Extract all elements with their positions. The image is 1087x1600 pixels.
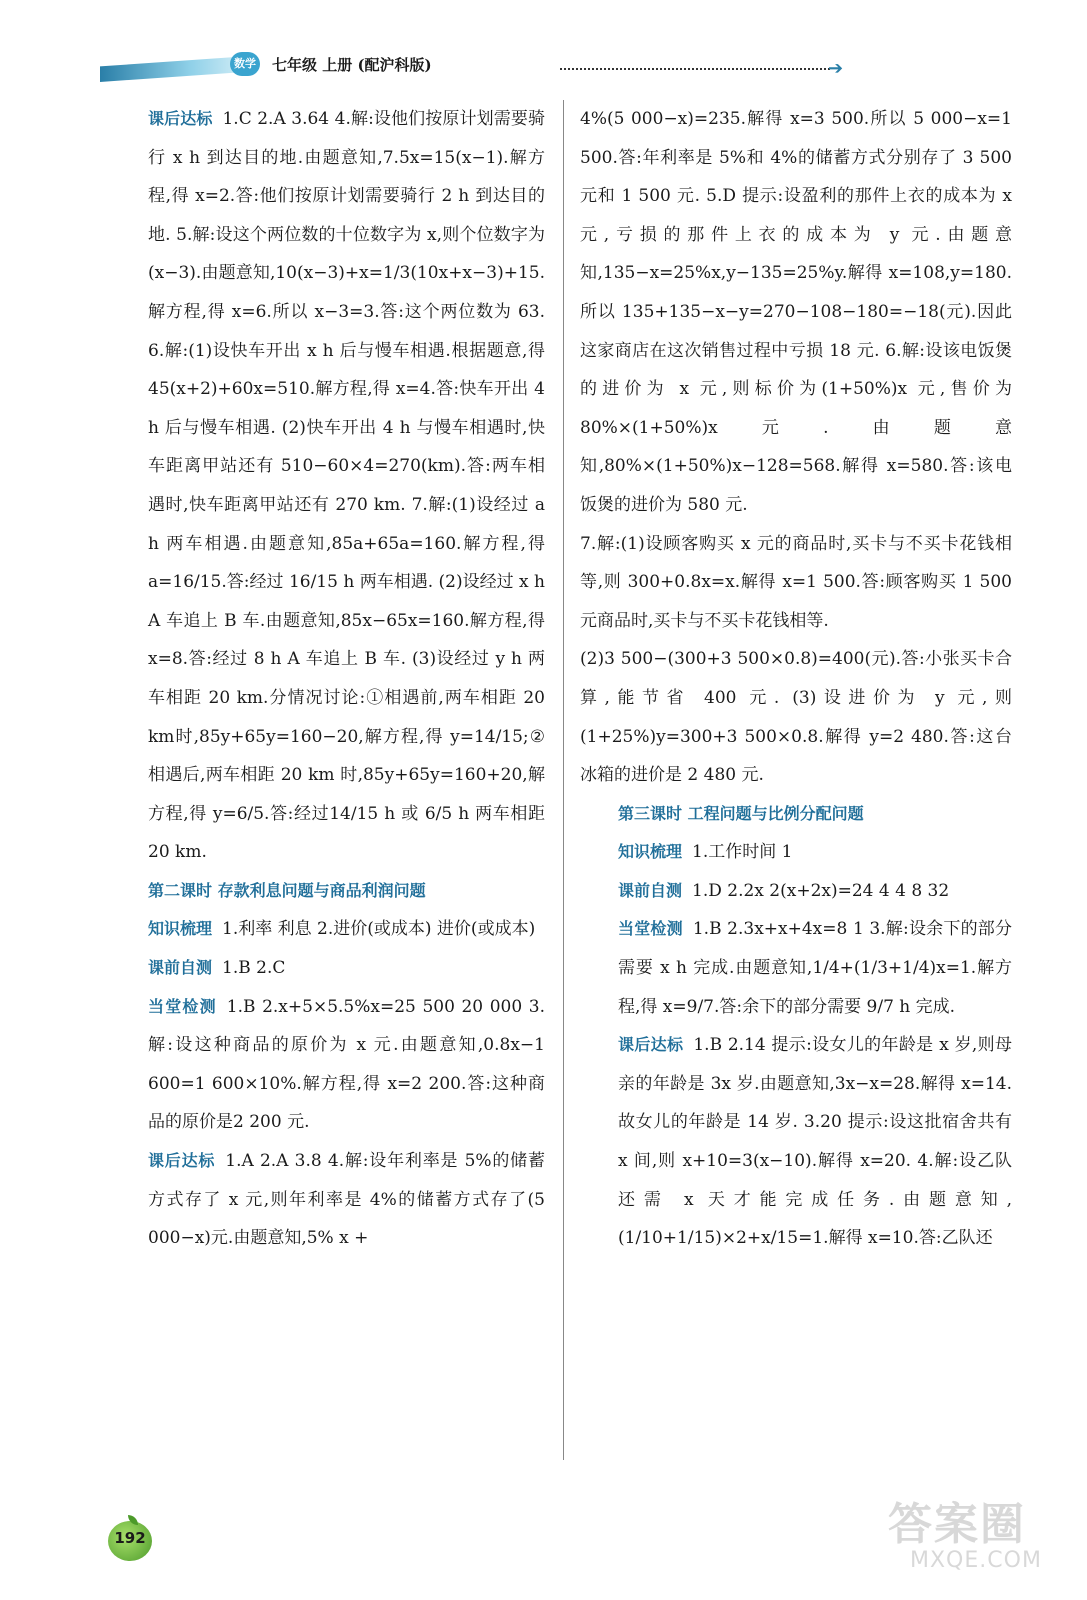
watermark xyxy=(888,1488,1078,1588)
book-title: 七年级 上册 (配沪科版) xyxy=(272,56,432,74)
column-divider xyxy=(563,100,564,1460)
answer-text: 7.解:(1)设顾客购买 x 元的商品时,买卡与不买卡花钱相等,则 300+0.8x=x.解得 x=1 500.答:顾客购买 1 500 元商品时,买卡与不买卡花钱相等. xyxy=(580,533,1012,631)
section-heading: 第二课时 存款利息问题与商品利润问题 xyxy=(148,880,426,900)
exercise-label: 课后达标 xyxy=(618,1035,684,1055)
page-number-badge xyxy=(108,1515,156,1563)
answer-text: 1.B 2.3x+x+4x=8 1 3.解:设余下的部分需要 x h 完成.由题意知,1/4+(1/3+1/4)x=1.解方程,得 x=9/7.答:余下的部分需要 9/7 h 完成. xyxy=(618,919,1012,1017)
watermark-logo-text: 答案圈 xyxy=(888,1499,1026,1550)
answer-text: 4%(5 000−x)=235.解得 x=3 500.所以 5 000−x=1 500.答:年利率是 5%和 4%的储蓄方式分别存了 3 500 元和 1 500 元. 5.D 提示:设盈利的那件上衣的成本为 x 元,亏损的那件上衣的成本为 y 元.由题意知,135−x=25%x,y−135=25%y.解得 x=108,y=180.所以 135+135−x−y=270−108−180=−18(元).因此这家商店在这次销售过程中亏损 18 元. 6.解:设该电饭煲的进价为 x 元,则标价为(1+50%)x 元,售价为 80%×(1+50%)x元.由题意知,80%×(1+50%)x−128=568.解得 x=580.答:该电饭煲的进价为 580 元. xyxy=(580,109,1012,515)
exercise-label: 课后达标 xyxy=(148,1151,216,1171)
arrow-right-icon: ➔ xyxy=(828,58,844,79)
answer-text: 1.D 2.2x 2(x+2x)=24 4 4 8 32 xyxy=(692,880,950,901)
watermark-url: MXQE.COM xyxy=(910,1548,1042,1573)
exercise-label: 知识梳理 xyxy=(148,919,213,939)
answer-text: 1.C 2.A 3.64 4.解:设他们按原计划需要骑行 x h 到达目的地.由题意知,7.5x=15(x−1).解方程,得 x=2.答:他们按原计划需要骑行 2 h 到达目的地. 5.解:设这个两位数的十位数字为 x,则个位数字为(x−3).由题意知,10(x−3)+x=1/3(10x+x−3)+15.解方程,得 x=6.所以 x−3=3.答:这个两位数为 63. 6.解:(1)设快车开出 x h 后与慢车相遇.根据题意,得 45(x+2)+60x=510.解方程,得 x=4.答:快车开出 4 h 后与慢车相遇. (2)快车开出 4 h 与慢车相遇时,快车距离甲站还有 510−60×4=270(km).答:两车相遇时,快车距离甲站还有 270 km. 7.解:(1)设经过 a h 两车相遇.由题意知,85a+65a=160.解方程,得 a=16/15.答:经过 16/15 h 两车相遇. (2)设经过 x h A 车追上 B 车.由题意知,85x−65x=160.解方程,得 x=8.答:经过 8 h A 车追上 B 车. (3)设经过 y h 两车相距 20 km.分情况讨论:①相遇前,两车相距 20 km时,85y+65y=160−20,解方程,得 y=14/15;②相遇后,两车相距 20 km 时,85y+65y=160+20,解方程,得 y=6/5.答:经过14/15 h 或 6/5 h 两车相距 20 km. xyxy=(148,109,545,863)
right-column xyxy=(580,100,1012,1258)
answer-paragraph xyxy=(110,910,545,949)
answer-text: 1.A 2.A 3.8 4.解:设年利率是 5%的储蓄方式存了 x 元,则年利率是 4%的储蓄方式存了(5 000−x)元.由题意知,5% x + xyxy=(148,1151,545,1249)
answer-paragraph xyxy=(580,640,1012,794)
header-swoosh-decoration xyxy=(100,56,250,82)
answer-paragraph xyxy=(580,833,1012,872)
answer-text: 1.工作时间 1 xyxy=(692,842,793,863)
answer-paragraph xyxy=(580,1026,1012,1258)
answer-paragraph xyxy=(110,988,545,1142)
subject-badge: 数学 xyxy=(230,52,260,76)
answer-paragraph xyxy=(110,949,545,988)
page-number: 192 xyxy=(114,1529,146,1547)
header-dotted-line xyxy=(560,68,830,70)
exercise-label: 课前自测 xyxy=(148,958,213,978)
exercise-label: 当堂检测 xyxy=(148,996,217,1016)
answer-paragraph xyxy=(110,100,545,872)
answer-text: (2)3 500−(300+3 500×0.8)=400(元).答:小张买卡合算,能节省 400 元. (3)设进价为 y 元,则(1+25%)y=300+3 500×0.8.解得 y=2 480.答:这台冰箱的进价是 2 480 元. xyxy=(580,649,1012,786)
exercise-label: 课前自测 xyxy=(618,880,683,900)
answer-paragraph xyxy=(580,525,1012,641)
answer-text: 1.B 2.x+5×5.5%x=25 500 20 000 3.解:设这种商品的原价为 x 元.由题意知,0.8x−1 600=1 600×10%.解方程,得 x=2 200.答:这种商品的原价是2 200 元. xyxy=(148,996,545,1133)
answer-text: 1.B 2.14 提示:设女儿的年龄是 x 岁,则母亲的年龄是 3x 岁.由题意知,3x−x=28.解得 x=14.故女儿的年龄是 14 岁. 3.20 提示:设这批宿舍共有 x 间,则 x+10=3(x−10).解得 x=20. 4.解:设乙队还需 x 天才能完成任务.由题意知,(1/10+1/15)×2+x/15=1.解得 x=10.答:乙队还 xyxy=(618,1035,1012,1249)
answer-paragraph xyxy=(580,100,1012,525)
answer-paragraph xyxy=(580,910,1012,1026)
exercise-label: 知识梳理 xyxy=(618,842,683,862)
answer-paragraph xyxy=(580,872,1012,911)
page-header xyxy=(100,48,844,88)
answer-text: 1.利率 利息 2.进价(或成本) 进价(或成本) xyxy=(222,919,536,940)
exercise-label: 当堂检测 xyxy=(618,919,683,939)
section-heading: 第三课时 工程问题与比例分配问题 xyxy=(618,803,864,823)
answer-paragraph xyxy=(110,1142,545,1258)
left-column xyxy=(110,100,545,1258)
exercise-label: 课后达标 xyxy=(148,109,213,128)
answer-text: 1.B 2.C xyxy=(222,958,286,979)
